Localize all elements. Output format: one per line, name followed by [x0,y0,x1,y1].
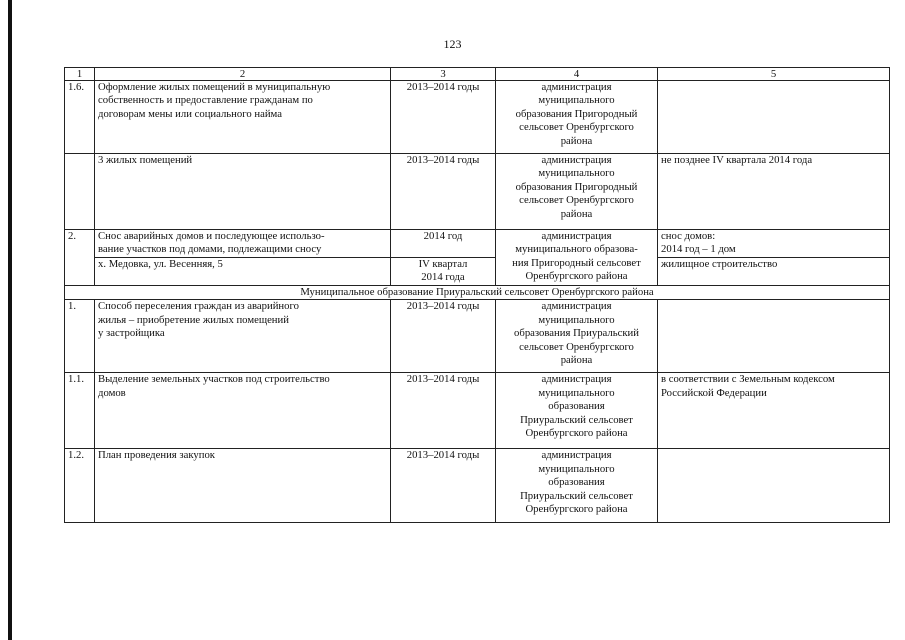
program-table [64,67,890,523]
row-number: 1.6. [65,81,95,154]
row-executor: администрация муниципального образования Приуральский сельсовет Оренбургского района [496,300,658,373]
page-number: 123 [443,37,462,51]
row-period: 2014 год [391,230,496,258]
row-period: IV квартал 2014 года [391,258,496,286]
row-number: 1.2. [65,449,95,523]
row-executor: администрация муниципального образования Приуральский сельсовет Оренбургского района [496,449,658,523]
header-cell: 4 [496,68,658,81]
row-period: 2013–2014 годы [391,154,496,230]
header-cell: 2 [95,68,391,81]
row-result [658,449,890,523]
row-period: 2013–2014 годы [391,81,496,154]
row-result [658,300,890,373]
table-header-row [65,68,890,81]
table-subrow [65,258,890,286]
row-period: 2013–2014 годы [391,373,496,449]
header-cell: 3 [391,68,496,81]
row-executor: администрация муниципального образова- ния Пригородный сельсовет Оренбургского района [496,230,658,286]
row-period: 2013–2014 годы [391,449,496,523]
row-number [65,154,95,230]
row-description: План проведения закупок [95,449,391,523]
row-executor: администрация муниципального образования Пригородный сельсовет Оренбургского района [496,81,658,154]
row-number: 1.1. [65,373,95,449]
row-executor: администрация муниципального образования Пригородный сельсовет Оренбургского района [496,154,658,230]
row-number: 2. [65,230,95,286]
row-executor: администрация муниципального образования Приуральский сельсовет Оренбургского района [496,373,658,449]
table-row [65,449,890,523]
row-result [658,81,890,154]
row-description: Оформление жилых помещений в муниципальную собственность и предоставление гражданам по договорам мены или социального найма [95,81,391,154]
row-description: Способ переселения граждан из аварийного жилья – приобретение жилых помещений у застройщика [95,300,391,373]
page-edge-bar [8,0,12,640]
row-number: 1. [65,300,95,373]
row-result: в соответствии с Земельным кодексом Российской Федерации [658,373,890,449]
table-row [65,81,890,154]
row-result: жилищное строительство [658,258,890,286]
table-row [65,230,890,258]
table-row [65,154,890,230]
section-row [65,286,890,300]
table-row [65,373,890,449]
header-cell: 1 [65,68,95,81]
row-description: 3 жилых помещений [95,154,391,230]
row-description: Выделение земельных участков под строительство домов [95,373,391,449]
row-description: х. Медовка, ул. Весенняя, 5 [95,258,391,286]
row-result: не позднее IV квартала 2014 года [658,154,890,230]
section-heading: Муниципальное образование Приуральский сельсовет Оренбургского района [65,286,890,300]
row-result: снос домов: 2014 год – 1 дом [658,230,890,258]
header-cell: 5 [658,68,890,81]
row-period: 2013–2014 годы [391,300,496,373]
table-row [65,300,890,373]
row-description: Снос аварийных домов и последующее использо- вание участков под домами, подлежащими сносу [95,230,391,258]
